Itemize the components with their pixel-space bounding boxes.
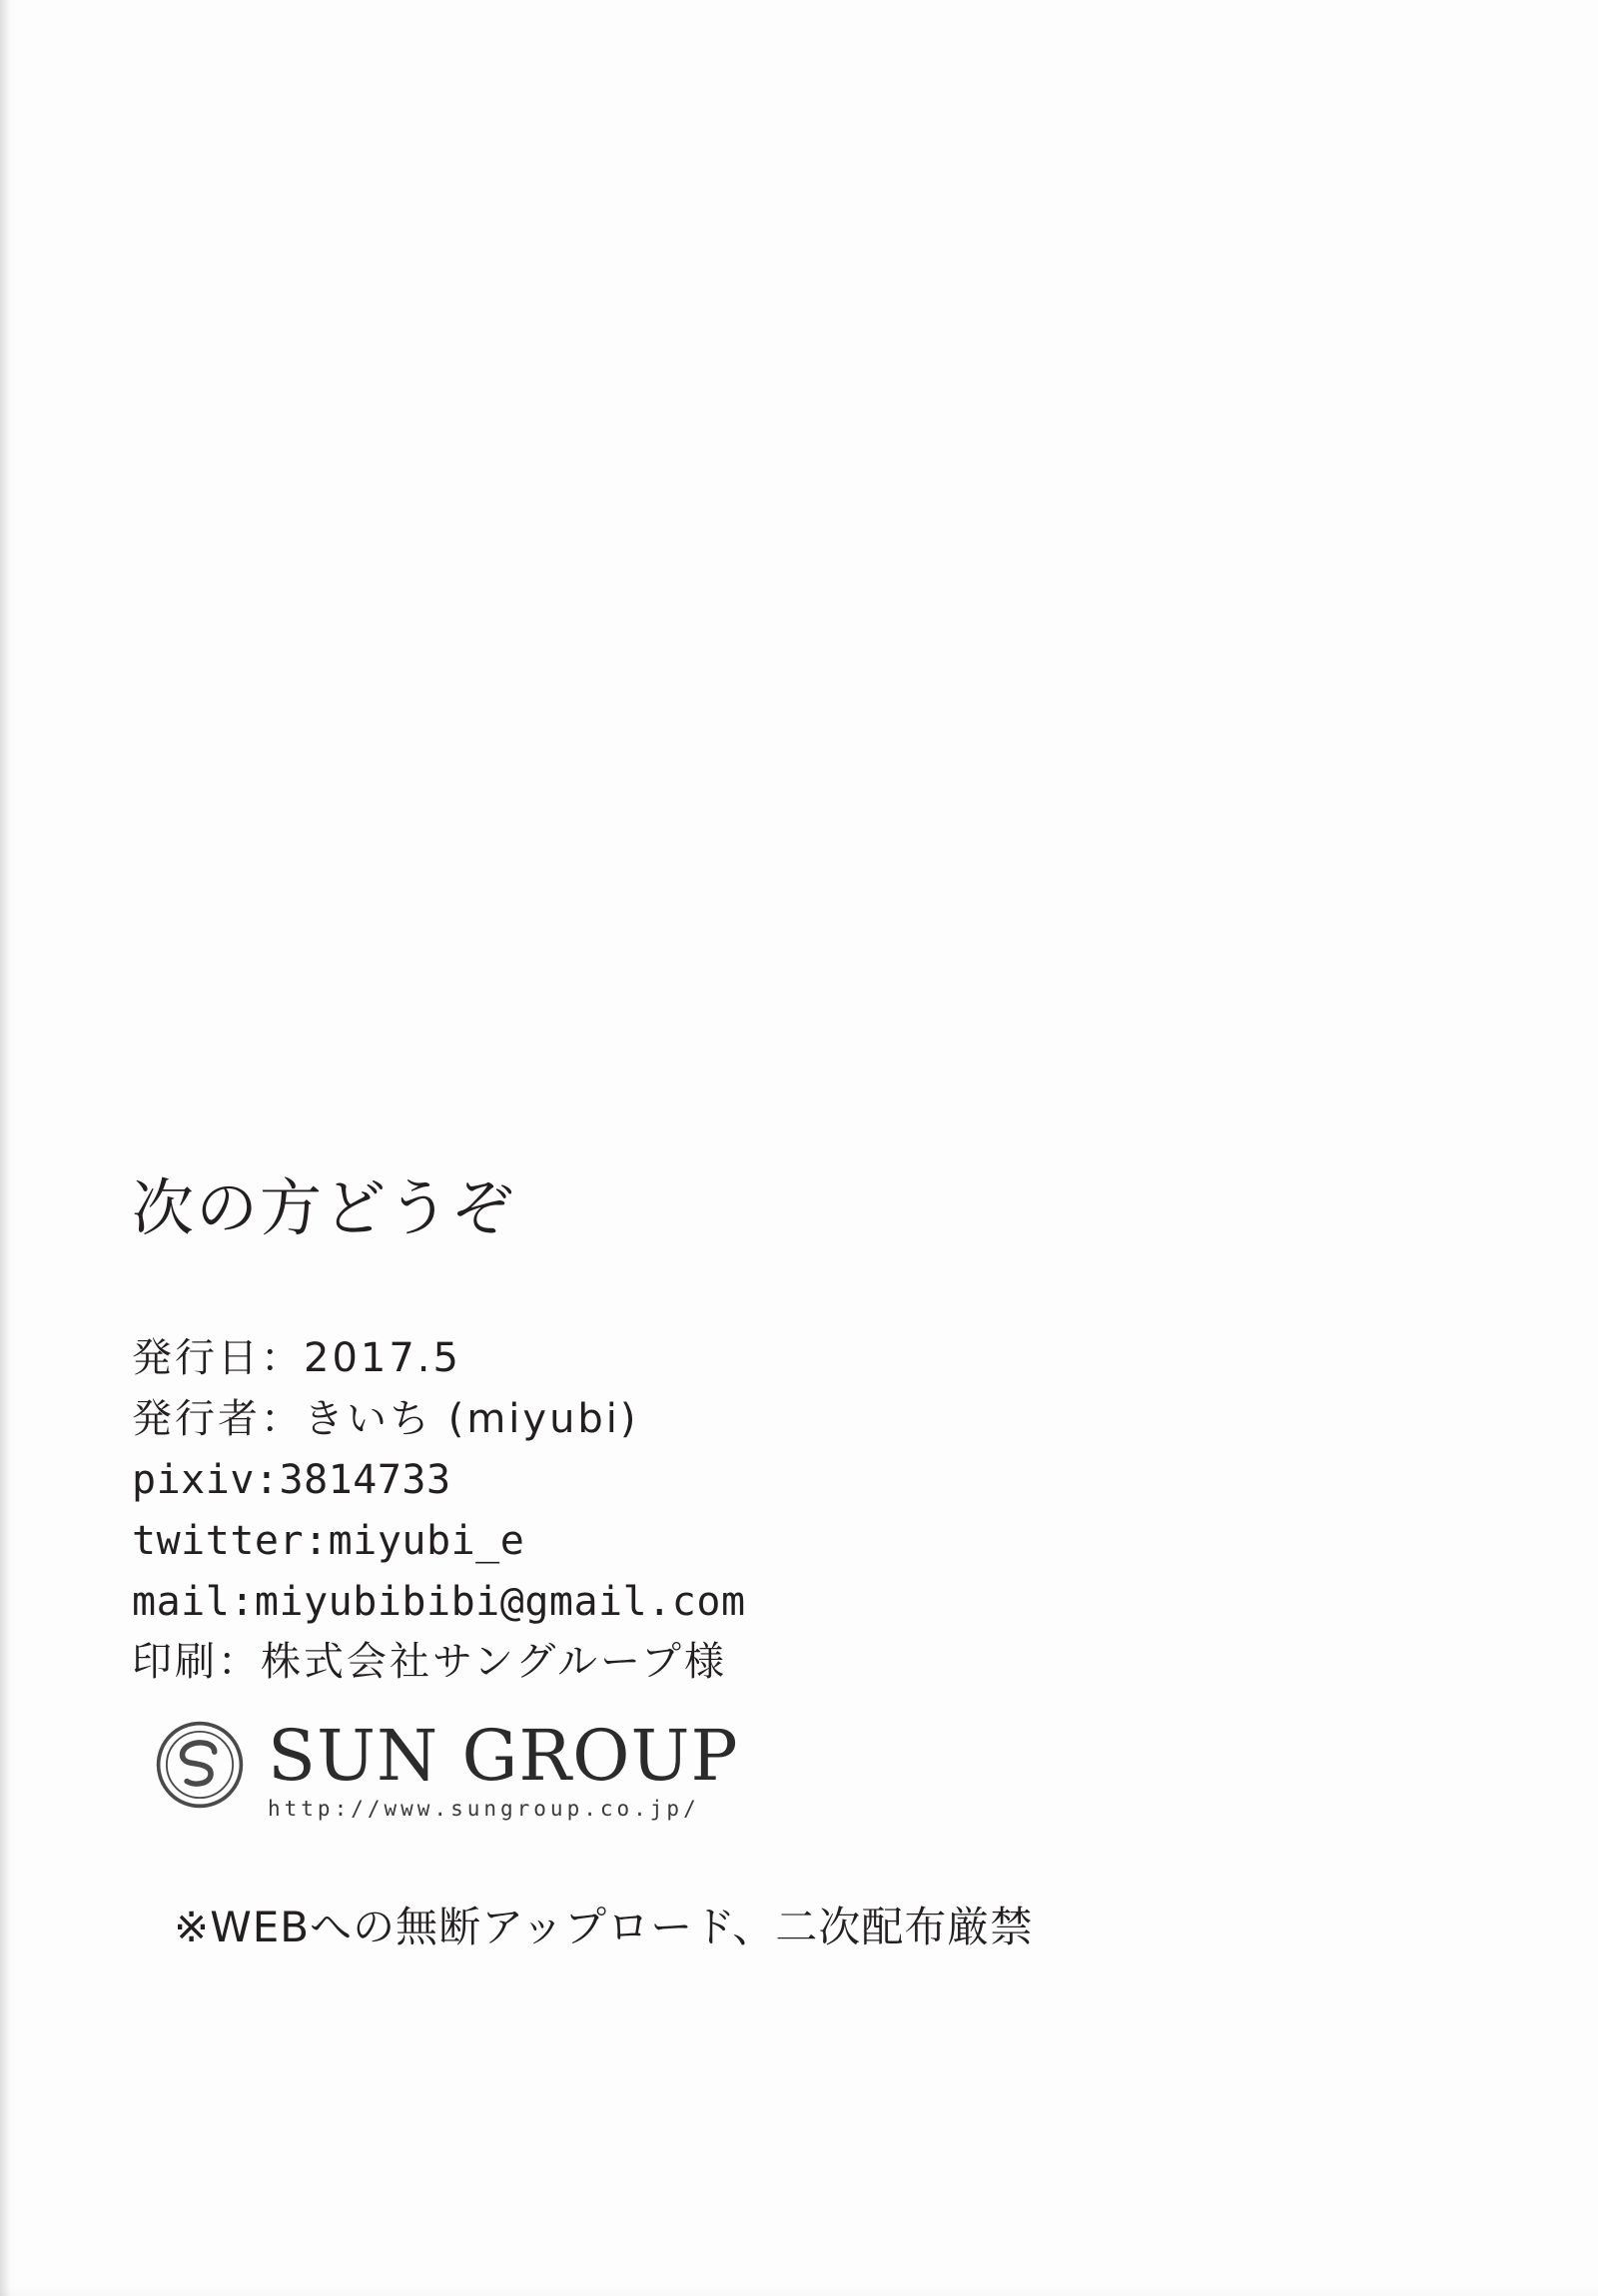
printer-logo-url: http://www.sungroup.co.jp/: [268, 1797, 700, 1822]
meta-mail: mail:miyubibibi@gmail.com: [132, 1578, 746, 1625]
printer-logo-group: GROUP: [461, 1715, 739, 1798]
colophon-meta-list: [132, 1328, 1490, 1693]
printer-logo-wordmark: [268, 1715, 739, 1798]
meta-publisher: 発行者：きいち (miyubi): [132, 1396, 639, 1443]
copyright-notice: ※WEBへの無断アップロード、二次配布厳禁: [174, 1903, 1034, 1952]
meta-pixiv: pixiv:3814733: [132, 1457, 451, 1504]
meta-twitter: twitter:miyubi_e: [132, 1517, 525, 1564]
colophon-block: [132, 1173, 1490, 1954]
printer-logo-sun: SUN: [268, 1715, 439, 1798]
printer-logo-text: [268, 1715, 739, 1822]
page-title: 次の方どうぞ: [132, 1171, 516, 1244]
sun-circle-icon: [154, 1719, 246, 1811]
meta-printer: 印刷：株式会社サングループ様: [132, 1639, 727, 1686]
meta-publish-date: 発行日：2017.5: [132, 1335, 461, 1382]
printer-logo-block: [132, 1715, 1490, 1822]
